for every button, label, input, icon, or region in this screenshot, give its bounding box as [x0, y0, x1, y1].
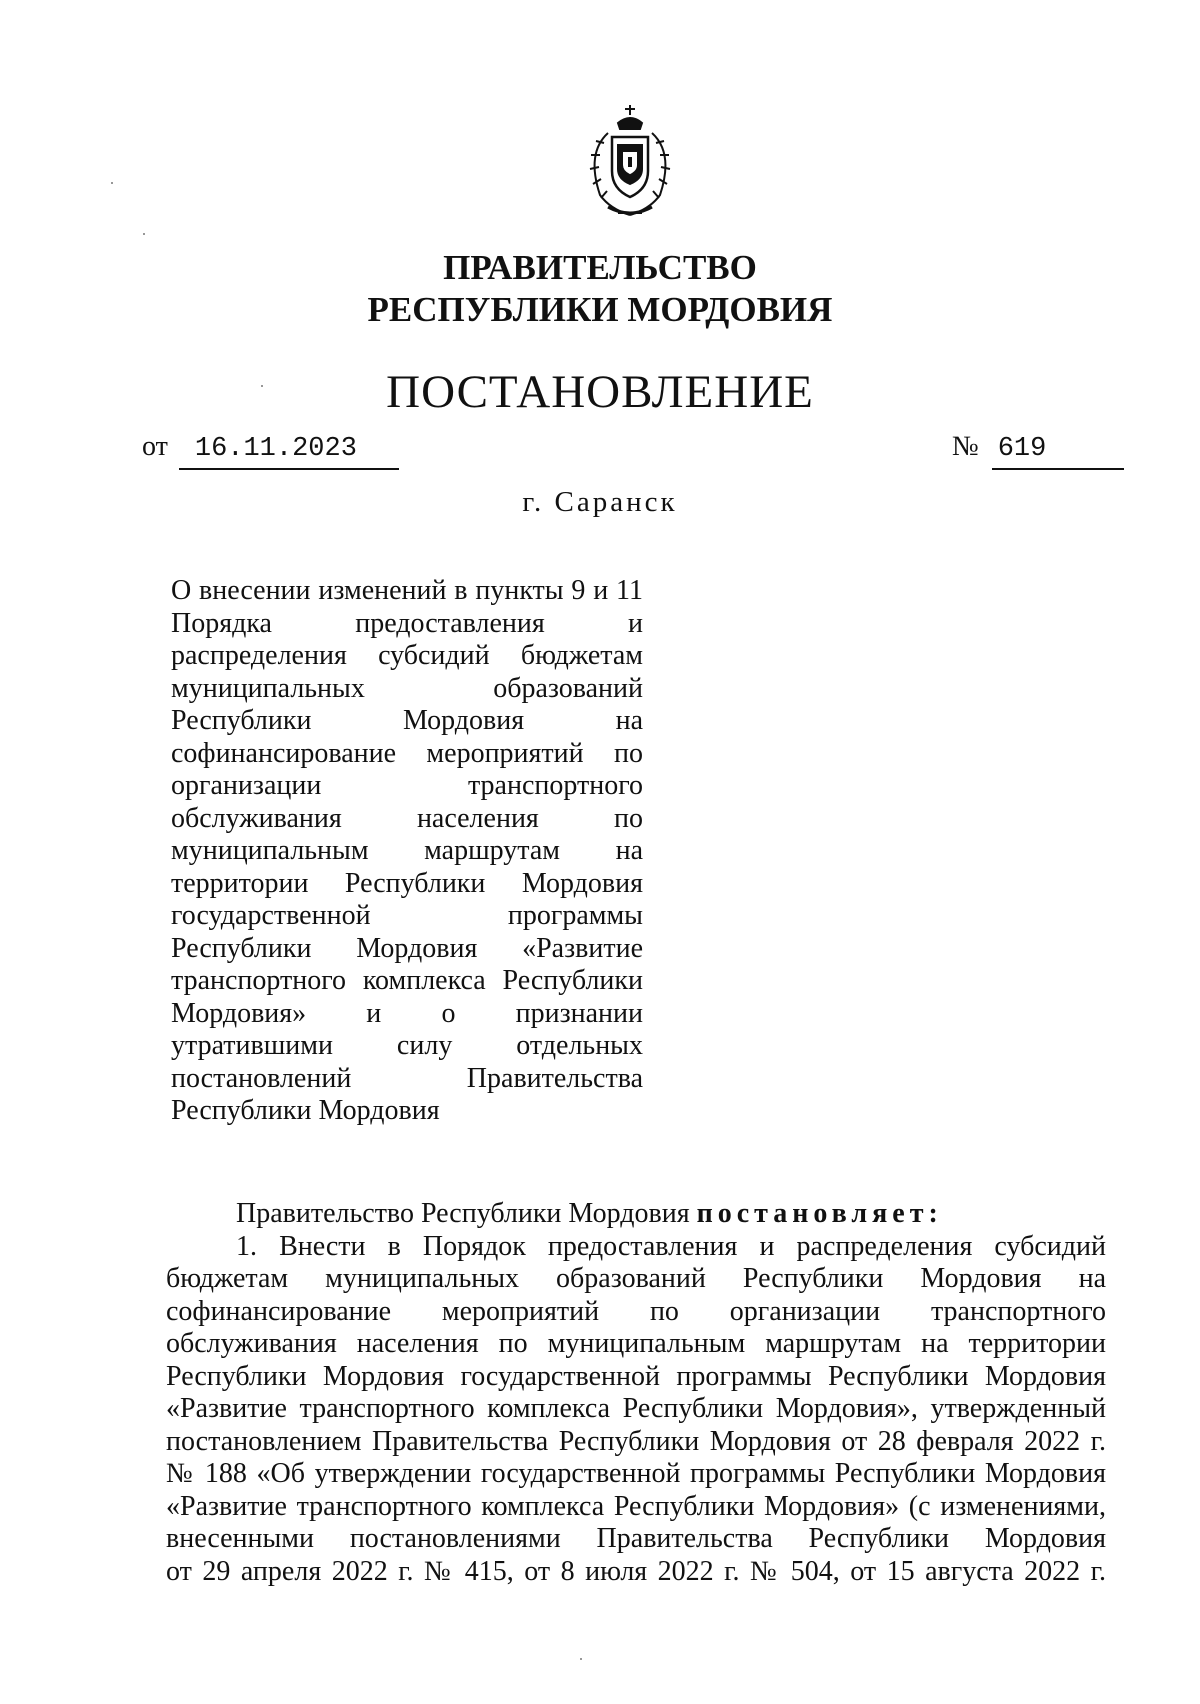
- subject-line: муниципальным маршрутам на: [171, 835, 643, 866]
- item1-line: от 29 апреля 2022 г. № 415, от 8 июля 2022 г. № 504, от 15 августа 2022 г.: [166, 1555, 1106, 1587]
- number-field: [952, 430, 1124, 470]
- item1-line: «Развитие транспортного комплекса Республики Мордовия», утвержденный: [166, 1393, 1106, 1424]
- item1-line: «Развитие транспортного комплекса Республики Мордовия» (с изменениями,: [166, 1490, 1106, 1522]
- subject-line: транспортного комплекса Республики: [171, 965, 643, 996]
- document-type-title: ПОСТАНОВЛЕНИЕ: [386, 366, 814, 418]
- scan-speck: [111, 182, 113, 184]
- subject-line: Республики Мордовия на: [171, 705, 643, 736]
- number-value: 619: [992, 432, 1125, 470]
- item1-line: внесенными постановлениями Правительства Республики Мордовия: [166, 1523, 1106, 1554]
- item1-line: Республики Мордовия государственной программы Республики Мордовия: [166, 1360, 1106, 1392]
- preamble-text: Правительство Республики Мордовия: [236, 1198, 690, 1229]
- item1-line: 1. Внести в Порядок предоставления и распределения субсидий: [236, 1230, 1106, 1262]
- item1-line: софинансирование мероприятий по организации транспортного: [166, 1295, 1106, 1327]
- subject-line: Мордовия» и о признании: [171, 997, 643, 1029]
- subject-line: муниципальных образований: [171, 672, 643, 704]
- subject-line: софинансирование мероприятий по: [171, 737, 643, 769]
- preamble-paragraph: [166, 1198, 1106, 1231]
- scan-speck: [580, 1658, 582, 1660]
- scan-speck: [261, 385, 263, 387]
- subject-line: утратившими силу отдельных: [171, 1030, 643, 1061]
- item1-line: постановлением Правительства Республики Мордовия от 28 февраля 2022 г.: [166, 1425, 1106, 1457]
- subject-line: Порядка предоставления и: [171, 607, 643, 639]
- subject-line: Республики Мордовия: [171, 1095, 440, 1126]
- subject-line: организации транспортного: [171, 770, 643, 801]
- subject-block: [171, 575, 643, 1128]
- city-line: г. Саранск: [522, 486, 678, 518]
- date-field: [142, 430, 399, 470]
- number-prefix: №: [952, 431, 979, 462]
- subject-line: постановлений Правительства: [171, 1062, 643, 1094]
- date-prefix: от: [142, 431, 168, 462]
- preamble-decree-word: постановляет:: [696, 1198, 943, 1229]
- subject-line: О внесении изменений в пункты 9 и 11: [171, 575, 643, 606]
- subject-line: Республики Мордовия «Развитие: [171, 932, 643, 964]
- mordovia-coat-of-arms-emblem: [578, 103, 682, 221]
- scan-speck: [143, 233, 145, 235]
- decree-body: [166, 1198, 1106, 1588]
- subject-line: территории Республики Мордовия: [171, 867, 643, 899]
- organization-name-line1: ПРАВИТЕЛЬСТВО: [443, 248, 757, 287]
- item1-line: № 188 «Об утверждении государственной программы Республики Мордовия: [166, 1458, 1106, 1489]
- subject-line: обслуживания населения по: [171, 802, 643, 834]
- organization-name-line2: РЕСПУБЛИКИ МОРДОВИЯ: [367, 290, 833, 329]
- subject-line: распределения субсидий бюджетам: [171, 640, 643, 671]
- subject-line: государственной программы: [171, 900, 643, 931]
- date-value: 16.11.2023: [179, 432, 399, 470]
- item1-line: бюджетам муниципальных образований Республики Мордовия на: [166, 1263, 1106, 1294]
- item1-line: обслуживания населения по муниципальным маршрутам на территории: [166, 1328, 1106, 1359]
